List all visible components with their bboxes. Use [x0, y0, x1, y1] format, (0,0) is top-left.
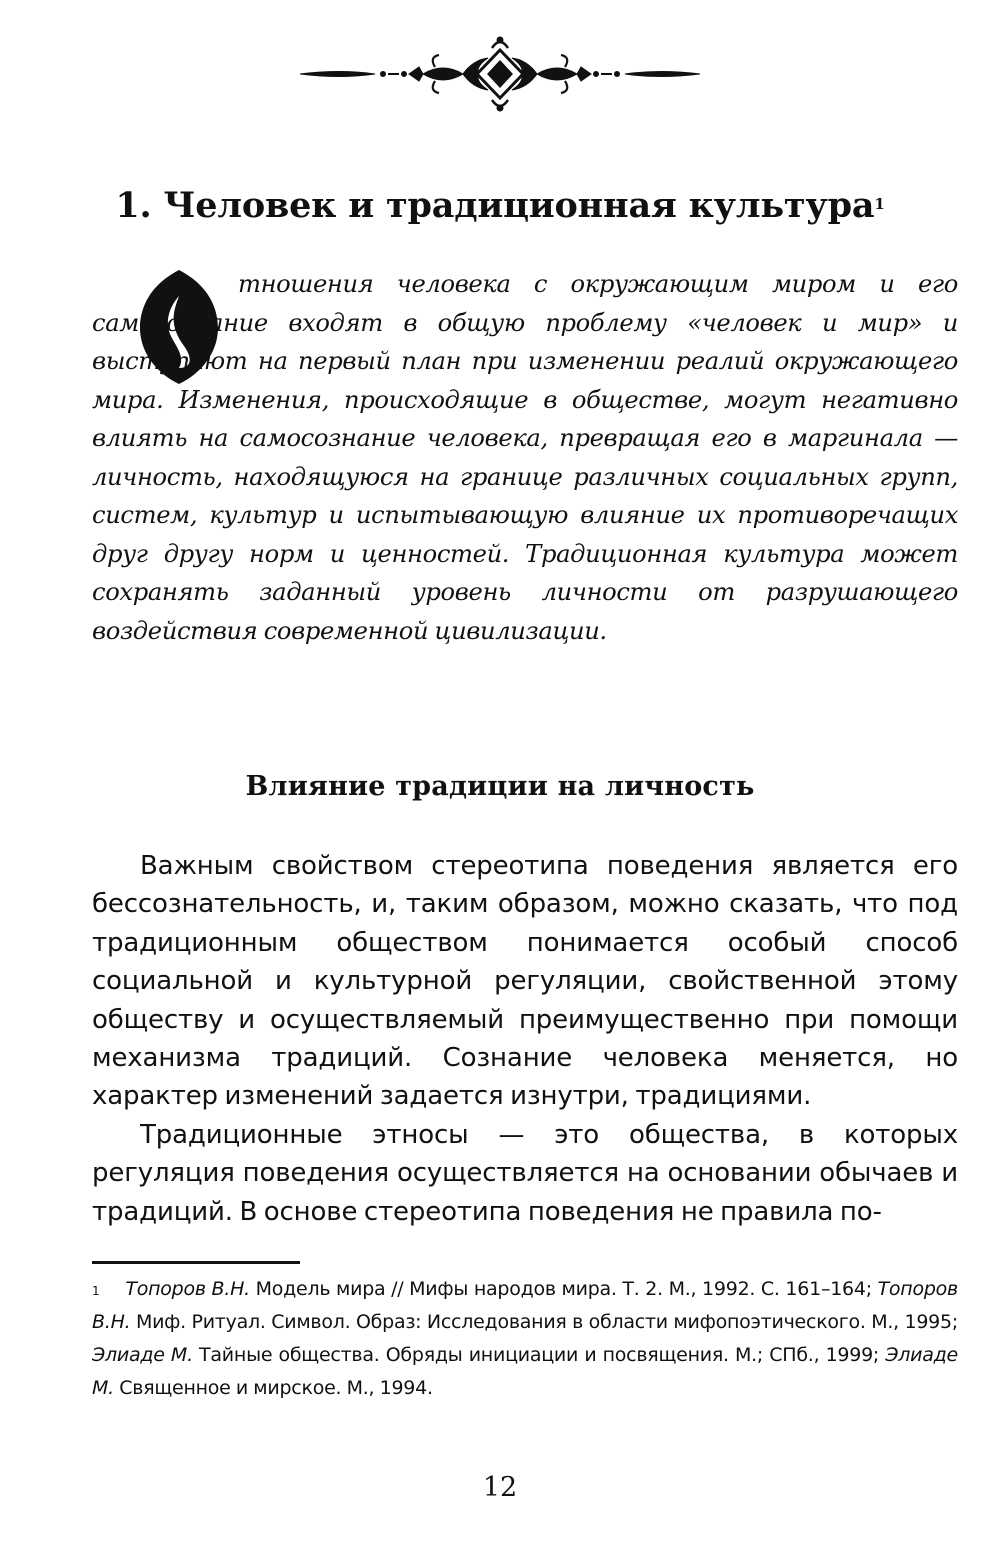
- section-heading: Влияние традиции на личность: [245, 771, 755, 802]
- drop-cap-indent: [92, 272, 238, 292]
- chapter-title-text: 1. Человек и традиционная культура: [115, 185, 875, 226]
- body-paragraph: Традиционные этносы — это общества, в которых регуляция поведения осуществляется на основании обычаев и традиций. В основе стереотипа поведения не правила по-: [92, 1119, 958, 1227]
- footnote-author: Элиаде М.: [92, 1344, 193, 1366]
- footnote-author: Элиаде М.: [92, 1344, 958, 1399]
- footnote-text: Тайные общества. Обряды инициации и посвящения. М.; СПб., 1999;: [192, 1344, 886, 1366]
- title-footnote-ref: 1: [874, 195, 885, 213]
- footnote-author: Топоров В.Н.: [125, 1278, 250, 1300]
- page-number: 12: [482, 1472, 518, 1503]
- body-paragraph: Важным свойством стереотипа поведения является его бессознательность, и, таким образом, можно сказать, что под традиционным обществом понимается особый способ социальной и культурной регуляции, свойственной этому обществу и осуществляемый преимущественно при помощи механизма традиций. Сознание человека меняется, но характер изменений задается изнутри, традициями.: [92, 851, 958, 1112]
- ornament-icon: [295, 34, 705, 114]
- intro-text: тношения человека с окружающим миром и его самосознание входят в общую проблему «человек и мир» и выступают на первый план при изменении реалий окружающего мира. Изменения, происходящие в обществе, могут негативно влиять на самосознание человека, превращая его в маргинала — личность, находящуюся на границе различных социальных групп, систем, культур и испытывающую влияние их противоречащих друг другу норм и ценностей. Традиционная культура может сохранять заданный уровень личности от разрушающего воздействия современной цивилизации.: [92, 270, 958, 645]
- chapter-title: [0, 181, 1000, 231]
- footnote-text: Миф. Ритуал. Символ. Образ: Исследования в области мифопоэтического. М., 1995;: [130, 1311, 958, 1333]
- footnote-divider: [92, 1261, 300, 1264]
- footnote: [92, 1273, 958, 1405]
- footnote-text: Священное и мирское. М., 1994.: [113, 1377, 433, 1399]
- footnote-author: Топоров В.Н.: [92, 1278, 958, 1333]
- footnote-mark: 1: [92, 1284, 100, 1298]
- footnote-text: Модель мира // Мифы народов мира. Т. 2. М., 1992. С. 161–164;: [249, 1278, 878, 1300]
- intro-paragraph: [92, 265, 958, 650]
- section-body: [92, 847, 958, 1231]
